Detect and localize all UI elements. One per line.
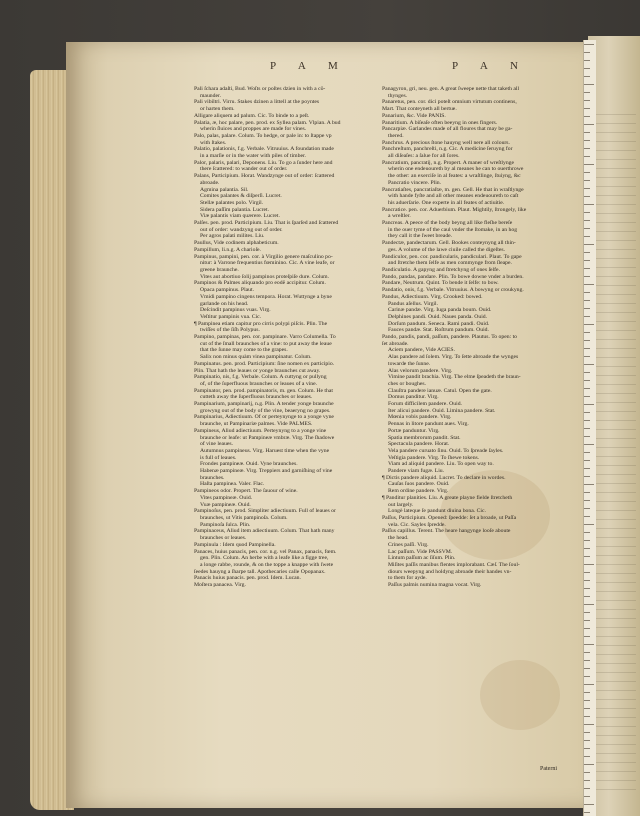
text-line: Agmina palantia. Sil. [200, 186, 249, 193]
ruler-tick [584, 796, 590, 797]
text-line: all diſeaſes: a ſalue for all ſores. [388, 153, 460, 160]
ruler-tick [584, 108, 590, 109]
ruler-tick [584, 204, 594, 205]
ruler-tick [584, 524, 594, 525]
text-line: braunche, ut Pampinariæ palmes. Vide PALMES. [200, 421, 313, 428]
ruler-tick [584, 340, 590, 341]
text-line: Alligare aliquem ad palum. Cic. To binde to a peſt. [194, 112, 310, 119]
text-line: Per agros palati milites. Liu. [200, 233, 265, 240]
text-line: braunche or leafe: ut Pampineæ vmbræ. Virg. The ſhadowe [200, 434, 335, 441]
text-line: greene braunche. [200, 266, 239, 273]
ruler-tick [584, 404, 594, 405]
text-line: there ſcattered: to wander out of order. [200, 166, 288, 173]
ruler-tick [584, 572, 590, 573]
text-line: they call it the ſweet breade. [388, 233, 453, 240]
text-line: a wreſtler. [388, 213, 411, 220]
text-line: vela. Cic. Sayles ſpredde. [388, 521, 446, 528]
text-line: or harten them. [200, 106, 235, 113]
text-line: the head. [388, 535, 409, 542]
text-line: Pampinos & Palmes aliquando pro eodē accipitur. Colum. [194, 280, 326, 287]
ruler-tick [584, 588, 590, 589]
ruler-tick [584, 708, 590, 709]
text-line: Pampino, pampinas, pen. cor. pampinare. Varro Columella. To [194, 334, 336, 341]
text-line: Lac paſſum. Vide PASSVM. [388, 548, 453, 555]
text-line: ¶ Dictis pandere aliquid. Lucret. To declare in wordes. [382, 474, 506, 481]
text-line: Crines paſſi. Virg. [388, 541, 429, 548]
text-line: Aciem pandere, Vide ACIES. [388, 347, 455, 354]
ruler-tick [584, 252, 590, 253]
ruler-tick [584, 580, 590, 581]
ruler-tick [584, 692, 590, 693]
ruler-tick [584, 236, 590, 237]
ruler-tick [584, 700, 590, 701]
ruler-tick [584, 228, 590, 229]
text-line: ſet abroade. [382, 340, 409, 347]
ruler-tick [584, 732, 590, 733]
text-line: a longe rabbe, rounde, & on the toppe a knappe with ſwete [200, 561, 334, 568]
ruler-tick [584, 756, 590, 757]
text-line: maunder. [200, 92, 222, 99]
text-line: Moſtera panacea. Virg. [194, 582, 246, 589]
text-line: Pampineus, Aliud adiectiuum. Perteynyng to a yonge vine [194, 427, 327, 434]
text-line: Viæ palantis viam quærere. Lucret. [200, 213, 280, 220]
text-line: of vine leaues. [200, 441, 234, 448]
text-line: is full of leaues. [200, 454, 237, 461]
text-line: Pampinoſa ſulca. Plin. [200, 521, 251, 528]
text-line: Portæ panduntur. Virg. [388, 427, 440, 434]
text-line: Spectacula pandere. Horat. [388, 441, 450, 448]
ruler-tick [584, 276, 590, 277]
running-head-right: P A N [452, 60, 528, 72]
text-line: towarde the ſunne. [388, 360, 431, 367]
ruler-tick [584, 348, 590, 349]
ruler-tick [584, 428, 590, 429]
text-line: cut of the ſmall braunches of a vine: to put away the leaue [200, 340, 332, 347]
ruler-tick [584, 52, 590, 53]
text-line: Pancarpiæ. Garlandes made of all floures that may be ga- [382, 126, 513, 133]
text-line: Iter alicui pandere. Ouid. Limina pandere. Stat. [388, 407, 496, 414]
text-line: Panchrus. A precious ſtone hauyng well nere all colours. [382, 139, 510, 146]
ruler-tick [584, 268, 590, 269]
text-line: gen. Plin. Colum. An herbe with a leafe like a figge tree, [200, 555, 329, 562]
text-line: Panaces, huius panacis, pen. cor. n.g. vel Panax, panacis, fœm. [194, 548, 337, 555]
text-line: in a marſie or in the water with piles of timber. [200, 153, 306, 160]
text-line: Pampinula : Idem quod Pampinella. [194, 541, 276, 548]
ruler-tick [584, 292, 590, 293]
ruler-tick [584, 492, 590, 493]
ruler-tick [584, 780, 590, 781]
ruler-tick [584, 804, 594, 805]
text-line: Pancratium, pancratij, n.g. Propert. A maner of wreſtlynge [382, 159, 515, 166]
text-line: Veſtitur pampinis vua. Cic. [200, 313, 262, 320]
ruler-tick [584, 380, 590, 381]
ruler-tick [584, 148, 590, 149]
text-line: Pampinarium, pampinarij, n.g. Plin. A tender yonge braunche [194, 401, 334, 408]
text-line: Spatia membrorum pandit. Stat. [388, 434, 461, 441]
ruler-tick [584, 68, 590, 69]
text-line: Carinæ pandæ. Virg. Iuga panda boum. Ouid. [388, 307, 492, 314]
text-line: his aduerſarie. One experte in all feates of actiuitie. [388, 199, 505, 206]
ruler-tick [584, 788, 590, 789]
text-line: in the ouer tyme of the caul vnder the ſtomake, in an hog [388, 226, 518, 233]
text-line: nitur: à Varrone frequentius fœminino. Cic. A vine leafe, or [200, 260, 335, 267]
text-line: Pampinarius, Adiectiuum. Of or perteynynge to a yonge vyne [194, 414, 334, 421]
ruler-tick [584, 364, 594, 365]
text-line: Pancreas. A peece of the body beyng all like fleſhe bereſe [382, 220, 513, 227]
ruler-tick [584, 436, 590, 437]
text-line: Pandus, Adiectiuum. Virg. Crooked: bowed. [382, 293, 483, 300]
right-column [382, 86, 572, 589]
ruler-tick [584, 596, 590, 597]
ruler-tick [584, 500, 590, 501]
text-line: Pennas in litore pandunt aues. Virg. [388, 421, 469, 428]
text-line: ¶ Panditur planities. Liu. A greate playne fielde ſtretcheth [382, 494, 513, 501]
ruler-tick [584, 476, 590, 477]
ruler-tick [584, 92, 590, 93]
ruler-tick [584, 156, 590, 157]
text-line: braunches. [200, 474, 225, 481]
text-line: Autumnus pampineus. Virg. Haruest time when the vyne [200, 447, 330, 454]
ruler-tick [584, 452, 590, 453]
text-line: Pampinatio, nis, f.g. Verbale. Colum. A cuttyng or pullyng [194, 374, 327, 381]
text-line: Paſſus, Participium. Opened: ſpeedde: ſet a broade, ut Paſſa [382, 515, 517, 521]
ruler-tick [584, 324, 594, 325]
text-line: Miſites paſſis manibus flentes implorabant. Cæſ. The ſoul- [388, 561, 520, 568]
ruler-tick [584, 396, 590, 397]
ruler-tick [584, 724, 594, 725]
text-line: Pampinator, pen. prod. pampinatoris, m. gen. Colum. He that [194, 387, 333, 394]
text-line: ges. A volume of the lawe ciuile called the digeſtes. [388, 246, 506, 253]
text-line: with ſtakes. [200, 139, 227, 146]
text-line: Pando, pandas, pandare. Plin. To bowe downe vnder a burden. [382, 273, 524, 280]
ruler-tick [584, 308, 590, 309]
text-line: Domus panditur. Virg. [388, 394, 439, 401]
text-line: Pancratio vincere. Plin. [388, 179, 442, 186]
ruler-tick [584, 372, 590, 373]
ruler-tick [584, 180, 590, 181]
ruler-tick [584, 764, 594, 765]
ruler-tick [584, 244, 594, 245]
text-line: Sidera paſſim palantia. Lucret. [200, 206, 270, 213]
text-line: Palans, Participium. Horat. Wandzynge out of order: ſcattered [194, 173, 335, 180]
text-line: with hande fyſte and all other meanes endeuoureth to caſt [388, 193, 519, 200]
text-line: Panagyron, gri, neu. gen. A great ſweepe nette that taketh all [382, 86, 520, 92]
ruler-tick [584, 660, 590, 661]
ruler-tick [584, 84, 594, 85]
text-line: Viam ad aliquid pandere. Liu. To open way to. [388, 461, 494, 468]
text-line: cutteth away the ſuperfluous braunches or leaues. [200, 394, 313, 401]
text-line: Clauſtra pandere ianuæ. Catul. Open the gate. [388, 387, 492, 394]
text-line: Pampineos odor. Propert. The ſauour of wine. [194, 488, 298, 495]
text-line: Pandectæ, pandectarum. Gell. Bookes conteynyng all thin- [382, 240, 516, 247]
catchword: Paterni [540, 766, 557, 772]
ruler-tick [584, 300, 590, 301]
ruler-tick [584, 316, 590, 317]
text-line: Cauſas ſuos pandere. Ouid. [388, 481, 450, 488]
text-line: Vela pandere curuato ſinu. Ouid. To ſpreade ſayles. [388, 447, 504, 454]
ruler-tick [584, 644, 594, 645]
text-line: Plin. That hath the leaues or yonge braunches cut away. [194, 367, 321, 374]
ruler-tick [584, 420, 590, 421]
text-line: the other: an exerciſe in al feates: a wraſtlinge, ſtuiyng, &c [388, 173, 521, 180]
text-line: Pandus aſellus. Virgil. [388, 300, 439, 307]
text-line: Pali ſchara adaſti, Bud. Woſts or poſtes dzien in with a cō- [194, 86, 326, 92]
text-line: wherin ſluices and proppes are made for vines. [200, 126, 307, 133]
ruler-tick [584, 460, 590, 461]
text-line: growyng out of the body of the vine, beaeryng no grapes. [200, 407, 331, 414]
ruler-tick [584, 516, 590, 517]
text-line: Mart. That conteyneth all bertue. [382, 106, 457, 113]
text-line: Pandatio, onis, f.g. Verbale. Vitruuius. A bowyng or croukyng. [382, 287, 524, 294]
text-line: Palatia, æ, hoc palare, pen. prod. ex Syllea palam. Vlpian. A bud [194, 119, 341, 126]
ruler-tick [584, 564, 594, 565]
ruler-tick [584, 716, 590, 717]
text-line: Paſſus capillus. Terent. The heare hangynge looſe aboute [382, 528, 511, 535]
text-line: wherin one endeuoureth by al meanes he can to ouerthrowe [388, 166, 524, 173]
ruler-tick [584, 812, 590, 813]
ruler-tick [584, 60, 590, 61]
text-line: Vites aut abortiuo ſolij pampinos proteſpiſe dure. Colum. [200, 273, 330, 280]
ruler-tick [584, 260, 590, 261]
ruler-tick [584, 164, 594, 165]
text-line: Pampinatus. pen. prod. Participium: ſine nomen ex participio. [194, 360, 335, 367]
text-line: ſeedes hauyng a ſharpe tall. Apothecaries calle Opopanax. [194, 568, 326, 575]
text-line: Delphines pandi. Ouid. Naues panda. Ouid. [388, 313, 488, 320]
left-column [194, 86, 384, 589]
text-line: Lintum paſſum ac ſiſum. Plin. [388, 555, 456, 562]
ruler-tick [584, 44, 594, 45]
text-line: thered. [388, 132, 404, 139]
ruler-tick [584, 356, 590, 357]
text-line: Pancratiaſtes, pancratiaſtæ, m. gen. Gell. He that in wraſtlynge [382, 186, 524, 193]
ruler-tick [584, 684, 594, 685]
text-line: garlande on his head. [200, 300, 249, 307]
running-head-left: P A M [270, 60, 348, 72]
text-line: Pandiculor, pen. cor. pandicularis, pandiculari. Plaut. To gape [382, 253, 522, 260]
text-line: and ſtretche them ſelfe as men commynge from ſleape. [388, 260, 512, 267]
text-line: braunches, ut Vitis pampinoſa. Colum. [200, 515, 288, 521]
ruler-tick [584, 124, 594, 125]
text-line: ¶ Pampinea etiam capitur pro cirris polypi piſcis. Plin. The [194, 320, 328, 327]
text-line: Panaritium. A biſeaſe often beeyng in ones fingers. [382, 119, 498, 126]
ruler-tick [584, 548, 590, 549]
ruler-tick [584, 76, 590, 77]
ruler-tick [584, 132, 590, 133]
text-line: Mœnia vobis pandere. Virg. [388, 414, 452, 421]
text-line: that the ſunne may come to the grapes. [200, 347, 288, 354]
ruler-tick [584, 676, 590, 677]
ruler-tick [584, 612, 590, 613]
text-line: Vmidi pampino cingens tempora. Horat. Wuttynge a byne [200, 293, 332, 300]
text-line: Panaretus, pen. cor. dici poteſt omnium virtutum continens, [382, 99, 517, 106]
text-line: ches or boughes. [388, 380, 427, 387]
ruler-tick [584, 412, 590, 413]
text-line: Longè lateque ſe pandunt diuina bona. Cic. [388, 508, 486, 515]
text-line: Haſta pampinea. Valer. Flac. [200, 481, 265, 488]
ruler-tick [584, 668, 590, 669]
ruler-tick [584, 468, 590, 469]
ruler-tick [584, 188, 590, 189]
text-line: Pancratice. pen. cor. Aduerbium. Plaut. Mightily, ſtrongely, like [382, 206, 527, 213]
text-line: Palo, palas, palare. Colum. To hedge, or pale in: to ſtappe vp [194, 132, 332, 139]
text-line: Dorſum pandum. Seneca. Rami pandi. Ouid. [388, 320, 490, 327]
text-line: Pando, pandis, pandi, paſſum, pandere. Plautus. To open: to [382, 334, 518, 341]
ruler-tick [584, 740, 590, 741]
text-line: to them for ayde. [388, 575, 427, 582]
ruler-tick [584, 772, 590, 773]
text-line: Pali vibiltri. Virru. Stakes dzinen a littell at the poyntes [194, 99, 320, 106]
ruler-tick [584, 444, 594, 445]
text-line: of, of the ſuperfluous braunches or leaues of a vine. [200, 380, 318, 387]
text-line: twiſſes of the ſiſh Polypus. [200, 327, 260, 334]
text-line: thynges. [388, 92, 408, 99]
ruler-tick [584, 196, 590, 197]
text-line: Vimine pandit brachia. Virg. The elme ſpeadeth the braun- [388, 374, 521, 381]
text-line: Palor, palaris, palari, Deponens. Liu. To go a ſunder here and [194, 159, 333, 166]
ruler-tick [584, 508, 590, 509]
text-line: Salix non minus quàm vinea pampinatur. Colum. [200, 354, 312, 361]
ruler-tick [584, 388, 590, 389]
text-line: diours weepyng and holdyng abroade their handes vn- [388, 568, 512, 575]
text-line: Palſes. pen. prod. Participium. Liu. That is ſparſed and ſcattered [194, 220, 339, 227]
ruler-tick [584, 652, 590, 653]
text-line: Fauces pandæ. Stat. Roſtrum pandum. Ouid. [388, 327, 489, 334]
ruler-tick [584, 332, 590, 333]
text-line: Frondes pampineæ. Ouid. Vyne braunches. [200, 461, 298, 468]
ruler-tick [584, 532, 590, 533]
text-line: Veſtigia pandere. Virg. To ſhewe tokens. [388, 454, 480, 461]
text-line: Panchreſtum, panchreſti, n.g. Cic. A medicine ſeruyng for [382, 146, 513, 153]
text-line: Alas pandere ad ſolem. Virg. To ſette abroade the wynges [388, 354, 519, 361]
ruler-tick [584, 116, 590, 117]
text-line: Pampinus, pampini, pen. cor. à Virgilio genere maſculino po- [194, 253, 333, 260]
page-stain [480, 660, 560, 730]
ruler-tick [584, 604, 594, 605]
text-line: Pampillum, li.n.g. A charioſe. [194, 246, 261, 253]
text-line: out largely. [388, 501, 414, 508]
text-line: Opaca pampinus. Plaut. [200, 287, 255, 294]
text-line: Comites palantes & diſperſi. Lucret. [200, 193, 282, 200]
ruler-tick [584, 100, 590, 101]
ruler-tick [584, 620, 590, 621]
ruler-tick [584, 484, 594, 485]
ruler-tick [584, 284, 594, 285]
text-line: braunches or leaues. [200, 535, 247, 542]
text-line: Panarium, &c. Vide PANIS. [382, 112, 446, 119]
ruler-tick [584, 540, 590, 541]
ruler-tick [584, 636, 590, 637]
text-line: Vuæ pampineæ. Ouid. [200, 501, 251, 508]
text-line: Vites pampineæ. Ouid. [200, 494, 253, 501]
text-line: Habenæ pampineæ. Virg. Treppiers and garniſhing of vine [200, 468, 333, 475]
ruler-tick [584, 140, 590, 141]
text-line: Panacis huius panacis. pen. prod. Idem. Lucan. [194, 575, 301, 582]
text-line: Pampinoſus, pen. prod. Simpliter adiectiuum. Full of leaues or [194, 508, 336, 515]
adjacent-page-text [596, 106, 636, 796]
text-line: Paullus, Vide codinem alphabeticum. [194, 240, 279, 247]
ruler-tick [584, 212, 590, 213]
measurement-ruler [583, 40, 596, 816]
text-line: Deſcindit pampinus vuas. Virg. [200, 307, 271, 314]
ruler-tick [584, 628, 590, 629]
ruler-tick [584, 556, 590, 557]
text-line: Alas velorum pandere. Virg. [388, 367, 453, 374]
text-line: out of order: wandzyng out of order. [200, 226, 283, 233]
ruler-tick [584, 748, 590, 749]
text-line: Pampinaceus, Aliud item adiectiuum. Colum. That hath many [194, 528, 335, 535]
text-line: abroade. [200, 179, 220, 186]
ruler-tick [584, 220, 590, 221]
text-line: Stellæ palantes polo. Virgil. [200, 199, 264, 206]
ruler-tick [584, 172, 590, 173]
text-line: Pandiculatio. A gapyng and ſtretchyng of ones ſelfe. [382, 266, 500, 273]
text-line: Pandere viam fugæ. Liu. [388, 468, 445, 475]
text-line: Paſſus palmis numina magna vocat. Virg. [388, 582, 482, 589]
text-line: Forum difficilem pandere. Ouid. [388, 401, 462, 408]
text-line: Pandare, Neutrum. Quint. To bende it ſelfe: to bow. [382, 280, 499, 287]
text-line: Palatio, palationis, f.g. Verbale. Vitruuius. A foundation made [194, 146, 334, 153]
text-line: Rem ordine pandere. Virg. [388, 488, 449, 495]
